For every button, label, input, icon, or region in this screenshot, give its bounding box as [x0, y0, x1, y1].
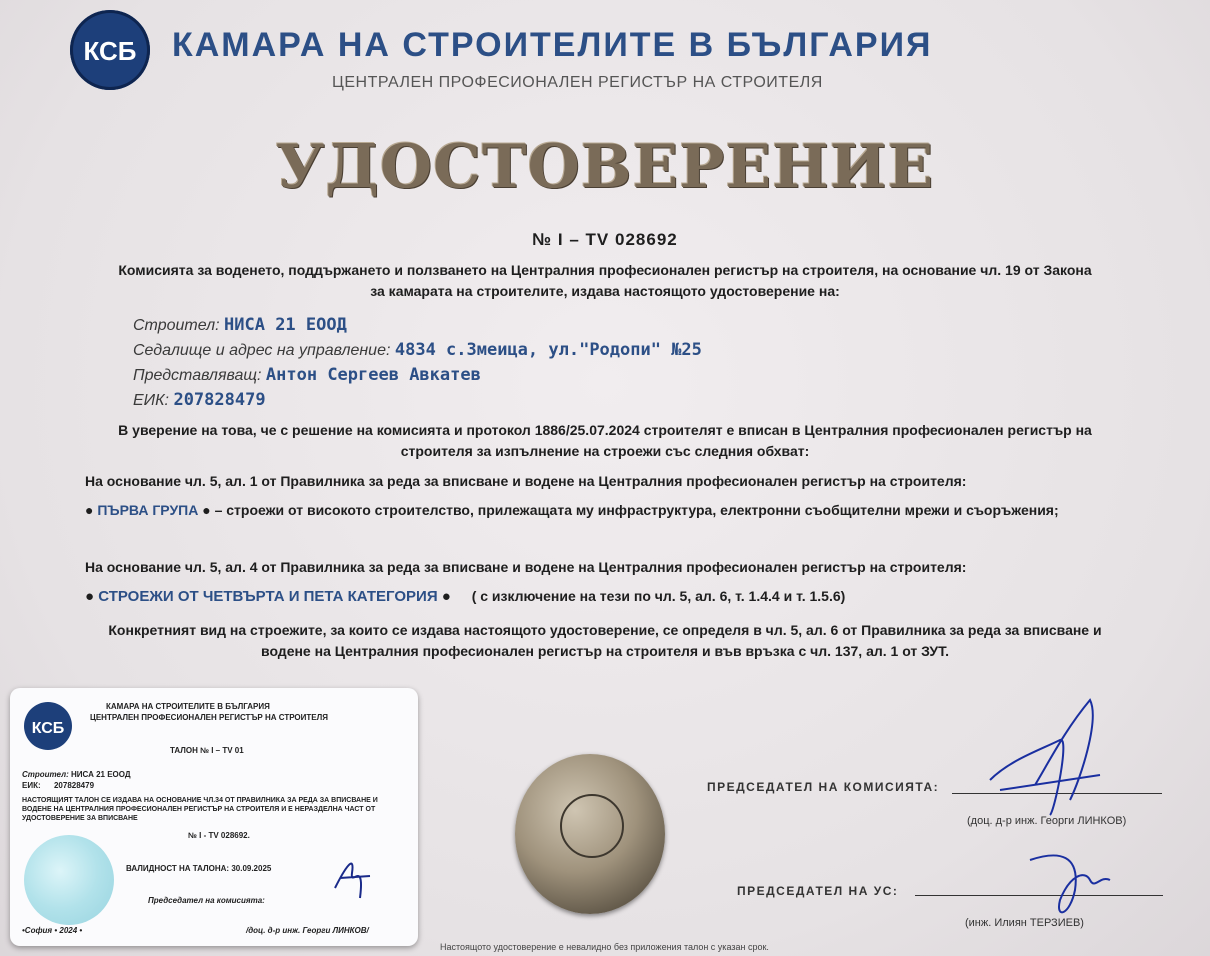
card-place-date: •София • 2024 •	[22, 926, 83, 935]
intro-paragraph: Комисията за воденето, поддържането и ползването на Централния професионален регистър на строителя, на основание чл. 19 от Закона за камарата на строителите, издава настоящото удостоверение на:	[118, 262, 1092, 299]
eik-row	[133, 388, 702, 413]
representative-row	[133, 363, 702, 388]
builder-details	[133, 313, 702, 413]
card-eik-row	[22, 781, 94, 790]
commission-signature-icon	[980, 690, 1120, 830]
builder-row	[133, 313, 702, 338]
card-signature-icon	[330, 848, 380, 908]
card-text: НАСТОЯЩИЯТ ТАЛОН СЕ ИЗДАВА НА ОСНОВАНИЕ ЧЛ.34 ОТ ПРАВИЛНИКА ЗА РЕДА ЗА ВПИСВАНЕ И ВОДЕНЕ НА ЦЕНТРАЛНИЯ ПРОФЕСИОНАЛЕН РЕГИСТЪР НА СТРОИТЕЛЯ И Е НЕРАЗДЕЛНА ЧАСТ ОТ УДОСТОВЕРЕНИЕ ЗА ВПИСВАНЕ	[22, 797, 378, 822]
footnote: Настоящото удостоверение е невалидно без приложения талон с указан срок.	[440, 942, 769, 952]
board-chair-label: ПРЕДСЕДАТЕЛ НА УС:	[737, 884, 899, 898]
card-validity: ВАЛИДНОСТ НА ТАЛОНА: 30.09.2025	[126, 864, 272, 873]
svg-text:КСБ: КСБ	[31, 720, 65, 737]
organization-title: КАМАРА НА СТРОИТЕЛИТЕ В БЪЛГАРИЯ	[172, 26, 933, 64]
builder-label: Строител:	[133, 317, 220, 334]
basis-paragraph-1: На основание чл. 5, ал. 1 от Правилника за реда за вписване и водене на Централния професионален регистър на строителя:	[85, 473, 967, 489]
chamber-logo-icon	[70, 10, 150, 90]
group-1-name: ПЪРВА ГРУПА	[97, 502, 199, 518]
eik-label: ЕИК:	[133, 392, 169, 409]
chamber-seal-icon	[515, 754, 665, 914]
address-row	[133, 338, 702, 363]
group-2-paragraph	[85, 586, 845, 607]
card-builder-value: НИСА 21 ЕООД	[70, 770, 131, 779]
card-eik-value: 207828479	[53, 781, 95, 790]
certificate-number: № I – TV 028692	[532, 230, 678, 249]
card-builder-label: Строител:	[22, 770, 69, 779]
card-chair-name: /доц. д-р инж. Георги ЛИНКОВ/	[246, 926, 369, 935]
card-talon-number: ТАЛОН № I – TV 01	[170, 746, 244, 755]
commission-chair-name: (доц. д-р инж. Георги ЛИНКОВ)	[967, 815, 1127, 827]
group-2-name: СТРОЕЖИ ОТ ЧЕТВЪРТА И ПЕТА КАТЕГОРИЯ	[98, 588, 438, 605]
board-chair-name: (инж. Илиян ТЕРЗИЕВ)	[965, 917, 1084, 929]
bullet-icon: ●	[202, 502, 211, 518]
builder-value: НИСА 21 ЕООД	[224, 315, 347, 335]
decision-paragraph: В уверение на това, че с решение на комисията и протокол 1886/25.07.2024 строителят е вписан в Централния професионален регистър на строителя за изпълнение на строежи със следния обхват:	[118, 422, 1092, 459]
closing-paragraph: Конкретният вид на строежите, за които се издава настоящото удостоверение, се определя в чл. 5, ал. 6 от Правилника за реда за вписване и водене на Централния професионален регистър на строителя и във връзка с чл. 137, ал. 1 от ЗУТ.	[108, 622, 1102, 659]
group-1-paragraph	[85, 500, 1125, 521]
hologram-sticker-icon	[24, 835, 114, 925]
card-eik-label: ЕИК:	[22, 781, 41, 790]
document-title: УДОСТОВЕРЕНИЕ	[275, 132, 935, 202]
organization-subtitle: ЦЕНТРАЛЕН ПРОФЕСИОНАЛЕН РЕГИСТЪР НА СТРОИТЕЛЯ	[332, 74, 823, 91]
board-signature-icon	[1020, 830, 1130, 930]
svg-text:КСБ: КСБ	[83, 36, 137, 66]
card-chair-label: Председател на комисията:	[148, 896, 265, 905]
address-value: 4834 с.Змеица, ул."Родопи" №25	[394, 340, 702, 360]
card-cert-number: № I - TV 028692.	[188, 831, 250, 840]
card-org-subtitle: ЦЕНТРАЛЕН ПРОФЕСИОНАЛЕН РЕГИСТЪР НА СТРОИТЕЛЯ	[90, 713, 328, 722]
commission-chair-label: ПРЕДСЕДАТЕЛ НА КОМИСИЯТА:	[707, 780, 940, 794]
card-org-title: КАМАРА НА СТРОИТЕЛИТЕ В БЪЛГАРИЯ	[106, 702, 270, 711]
group-1-description: – строежи от високото строителство, прилежащата му инфраструктура, електронни съобщителни мрежи и съоръжения;	[214, 502, 1059, 518]
address-label: Седалище и адрес на управление:	[133, 342, 391, 359]
representative-value: Антон Сергеев Авкатев	[265, 365, 481, 385]
card-logo-icon	[24, 702, 72, 750]
representative-label: Представляващ:	[133, 367, 262, 384]
group-2-note: ( с изключение на тези по чл. 5, ал. 6, т. 1.4.4 и т. 1.5.6)	[471, 588, 846, 604]
bullet-icon: ●	[85, 502, 94, 518]
bullet-icon: ●	[85, 588, 95, 605]
bullet-icon: ●	[441, 588, 451, 605]
basis-paragraph-2: На основание чл. 5, ал. 4 от Правилника за реда за вписване и водене на Централния професионален регистър на строителя:	[85, 559, 967, 575]
card-builder-row	[22, 770, 131, 779]
eik-value: 207828479	[173, 390, 266, 410]
